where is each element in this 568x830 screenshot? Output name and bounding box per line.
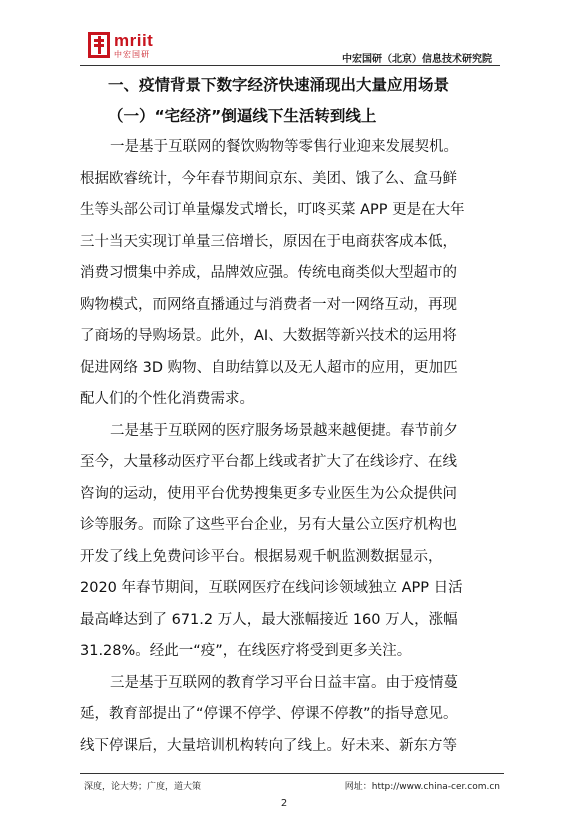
footer-divider xyxy=(80,773,504,774)
paragraph-line: 一是基于互联网的餐饮购物等零售行业迎来发展契机。 xyxy=(110,139,458,155)
header-divider xyxy=(80,65,500,66)
paragraph-line: 开发了线上免费问诊平台。根据易观千帆监测数据显示， xyxy=(80,548,443,565)
logo-mark-icon xyxy=(88,32,110,58)
paragraph-line: 2020 年春节期间，互联网医疗在线问诊领域独立 APP 日活 xyxy=(80,580,463,596)
paragraph-line: 诊等服务。而除了这些平台企业，另有大量公立医疗机构也 xyxy=(80,517,457,533)
paragraph-line: 消费习惯集中养成，品牌效应强。传统电商类似大型超市的 xyxy=(80,265,457,281)
footer-slogan: 深度，论大势；广度，道大策 xyxy=(84,782,202,792)
section-heading: 一、疫情背景下数字经济快速涌现出大量应用场景 xyxy=(108,76,450,94)
page-header xyxy=(80,28,500,68)
logo-subtext: 中宏国研 xyxy=(114,49,150,59)
paragraph-line: 三十当天实现订单量三倍增长，原因在于电商获客成本低， xyxy=(80,233,457,250)
logo xyxy=(88,28,153,62)
page-number: 2 xyxy=(280,798,288,809)
paragraph-line: 至今，大量移动医疗平台都上线或者扩大了在线诊疗、在线 xyxy=(80,454,457,470)
paragraph-line: 配人们的个性化消费需求。 xyxy=(80,391,254,407)
logo-text: mriit xyxy=(114,30,154,50)
paragraph-line: 三是基于互联网的教育学习平台日益丰富。由于疫情蔓 xyxy=(110,674,458,691)
paragraph-line: 线下停课后，大量培训机构转向了线上。好未来、新东方等 xyxy=(80,737,457,754)
organization-name: 中宏国研（北京）信息技术研究院 xyxy=(342,54,492,65)
subsection-heading: （一）“宅经济”倒逼线下生活转到线上 xyxy=(108,107,377,125)
paragraph-line: 根据欧睿统计，今年春节期间京东、美团、饿了么、盒马鲜 xyxy=(80,170,457,187)
paragraph-line: 最高峰达到了 671.2 万人，最大涨幅接近 160 万人，涨幅 xyxy=(80,611,458,628)
footer-website: 网址：http://www.china-cer.com.cn xyxy=(344,782,500,792)
paragraph-line: 二是基于互联网的医疗服务场景越来越便捷。春节前夕 xyxy=(110,422,458,439)
page-footer xyxy=(80,773,504,793)
paragraph-line: 促进网络 3D 购物、自助结算以及无人超市的应用，更加匹 xyxy=(80,359,458,376)
paragraph-line: 购物模式，而网络直播通过与消费者一对一网络互动，再现 xyxy=(80,296,457,313)
document-body xyxy=(80,70,504,762)
paragraph-line: 了商场的导购场景。此外，AI、大数据等新兴技术的运用将 xyxy=(80,328,457,344)
paragraph-line: 咨询的运动，使用平台优势搜集更多专业医生为公众提供问 xyxy=(80,485,457,502)
paragraph-line: 生等头部公司订单量爆发式增长，叮咚买菜 APP 更是在大年 xyxy=(80,202,465,218)
paragraph-line: 31.28%。经此一“疫”，在线医疗将受到更多关注。 xyxy=(80,643,412,659)
paragraph-line: 延，教育部提出了“停课不停学、停课不停教”的指导意见。 xyxy=(80,706,458,722)
